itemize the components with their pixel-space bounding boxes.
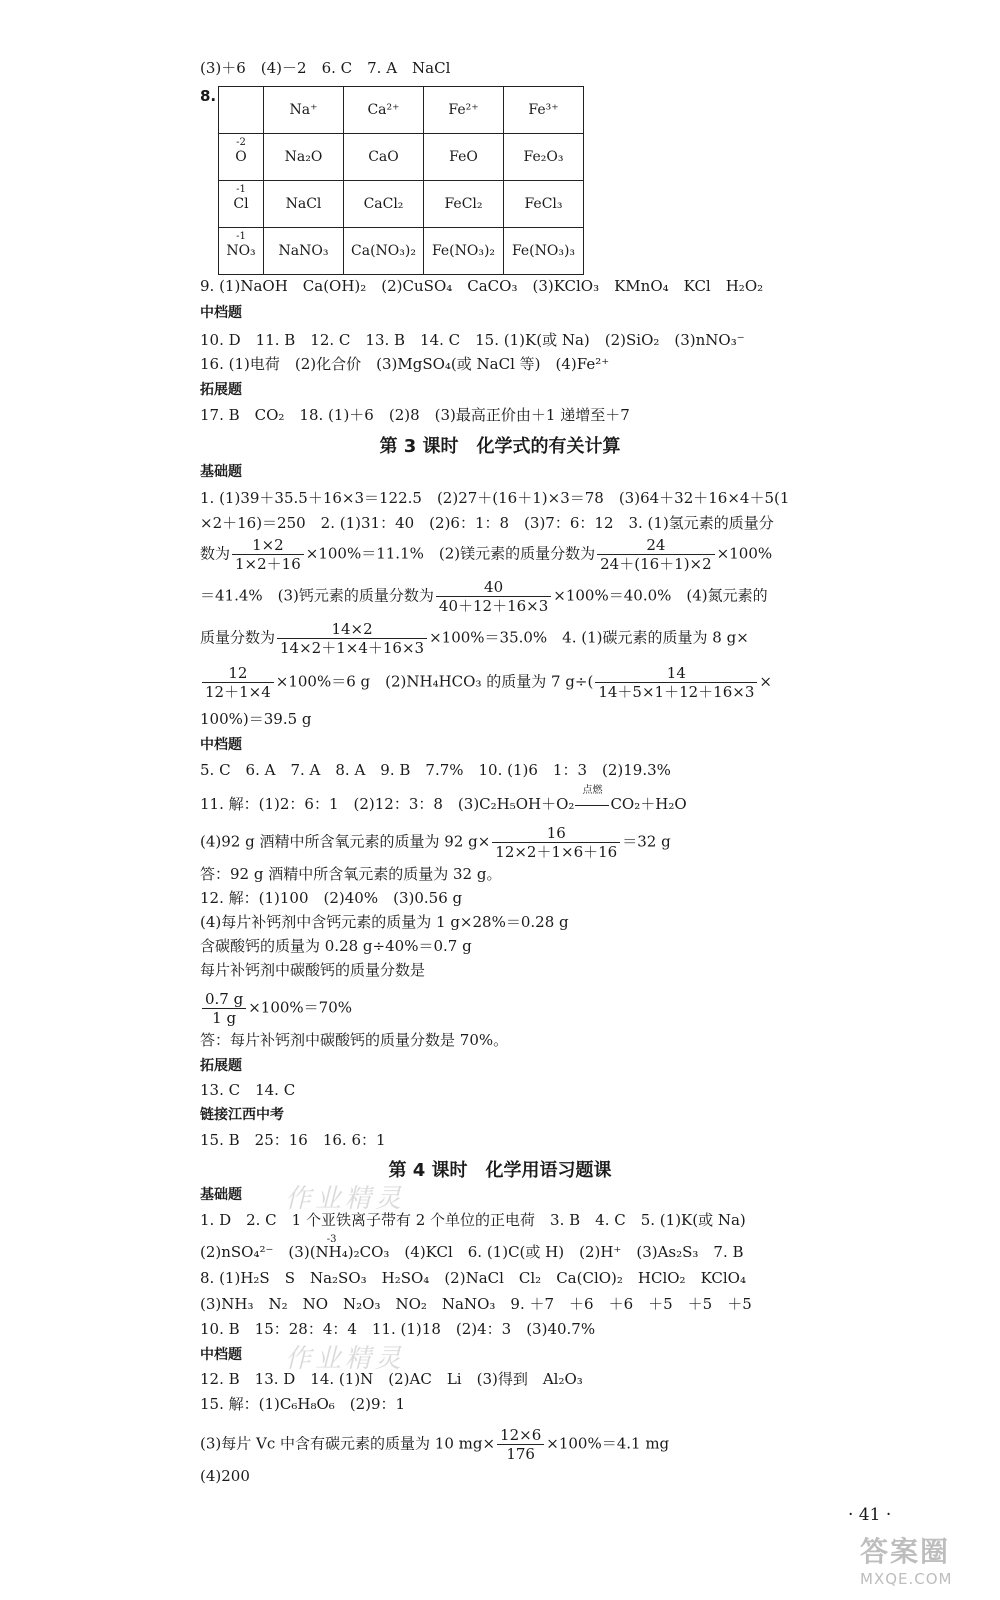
ion-symbol: Cl (233, 196, 249, 212)
reaction-arrow (574, 785, 610, 814)
text: ×100%＝35.0% 4. (1)碳元素的质量为 8 g× (429, 628, 749, 647)
table-row-ion (219, 228, 264, 275)
text: ×100% (716, 544, 773, 563)
page-number: · 41 · (848, 1505, 892, 1525)
table-row (219, 228, 584, 275)
fraction (436, 578, 551, 615)
table-cell: Na⁺ (264, 87, 344, 134)
question-12-answer: 答：每片补钙剂中碳酸钙的质量分数是 70%。 (200, 1031, 509, 1049)
table-cell: Ca²⁺ (344, 87, 424, 134)
table-cell: FeO (424, 134, 504, 181)
denominator: 1×2＋16 (235, 555, 301, 573)
numerator: 1×2 (232, 536, 304, 555)
text: 11. 解：(1)2：6：1 (2)12：3：8 (3)C₂H₅OH＋O₂ (200, 795, 575, 813)
table-header-row (219, 87, 584, 134)
denominator: 14×2＋1×4＋16×3 (280, 639, 425, 657)
text: (2)nSO₄²⁻ (3) (200, 1243, 310, 1261)
numerator: 40 (436, 578, 551, 597)
text: ＝32 g (622, 832, 671, 851)
numerator: 12 (202, 664, 274, 683)
table-cell: NaCl (264, 181, 344, 228)
answers-row-7: 15. 解：(1)C₆H₈O₆ (2)9：1 (200, 1395, 406, 1413)
numerator: 0.7 g (202, 990, 246, 1009)
lesson-4-title: 第 4 课时 化学用语习题课 (388, 1160, 612, 1181)
section-heading-basic: 基础题 (200, 464, 242, 480)
question-1-line-a: 1. (1)39＋35.5＋16×3＝122.5 (2)27＋(16＋1)×3＝78 (3)64＋32＋16×4＋5(1 (200, 489, 790, 507)
fraction (595, 664, 757, 701)
question-12-line-d: 每片补钙剂中碳酸钙的质量分数是 (200, 961, 426, 979)
table-row-ion (219, 181, 264, 228)
question-3-line-c (200, 620, 749, 657)
section-heading-link: 链接江西中考 (200, 1107, 284, 1123)
section-heading-mid: 中档题 (200, 737, 242, 753)
text: ＝41.4% (3)钙元素的质量分数为 (200, 586, 434, 605)
valence-mark: -1 (236, 184, 246, 195)
question-3-line-a (200, 536, 772, 573)
text: ×100%＝6 g (2)NH₄HCO₃ 的质量为 7 g÷( (275, 672, 594, 691)
answers-row-3: 8. (1)H₂S S Na₂SO₃ H₂SO₄ (2)NaCl Cl₂ Ca(ClO)₂ HClO₂ KClO₄ (200, 1269, 746, 1287)
table-row (219, 134, 584, 181)
numerator: 16 (492, 824, 620, 843)
fraction (492, 824, 620, 861)
text: 数为 (200, 544, 231, 563)
question-11-line-a (200, 785, 687, 814)
question-1-line-b: ×2＋16)＝250 2. (1)31：40 (2)6：1：8 (3)7：6：12 3. (1)氢元素的质量分 (200, 514, 774, 532)
fraction (277, 620, 427, 657)
question-3-line-b (200, 578, 768, 615)
questions-5-10: 5. C 6. A 7. A 8. A 9. B 7.7% 10. (1)6 1：3 (2)19.3% (200, 761, 671, 779)
answers-row-2 (200, 1234, 744, 1262)
section-heading-ext: 拓展题 (200, 382, 242, 398)
table-cell: Fe²⁺ (424, 87, 504, 134)
text: ×100%＝4.1 mg (546, 1434, 670, 1453)
fraction (597, 536, 715, 573)
text: ₂CO₃ (4)KCl 6. (1)C(或 H) (2)H⁺ (3)As₂S₃ 7. B (353, 1243, 744, 1261)
table-row (219, 181, 584, 228)
table-cell: FeCl₃ (504, 181, 584, 228)
ion-symbol: O (235, 149, 247, 165)
denominator: 24＋(16＋1)×2 (600, 555, 712, 573)
answers-row-6: 12. B 13. D 14. (1)N (2)AC Li (3)得到 Al₂O₃ (200, 1370, 583, 1388)
question-12-line-a: 12. 解：(1)100 (2)40% (3)0.56 g (200, 889, 463, 907)
fraction (232, 536, 304, 573)
site-logo (860, 1530, 985, 1590)
text: ×100%＝40.0% (4)氮元素的 (553, 586, 768, 605)
numerator: 14×2 (277, 620, 427, 639)
table-cell: CaO (344, 134, 424, 181)
arrow-line (575, 805, 609, 806)
denominator: 14＋5×1＋12＋16×3 (598, 683, 755, 701)
formula-part: (NH₄) (309, 1243, 354, 1261)
numerator: 14 (595, 664, 757, 683)
questions-17-18: 17. B CO₂ 18. (1)＋6 (2)8 (3)最高正价由＋1 递增至＋7 (200, 406, 630, 424)
question-12-line-e (200, 990, 352, 1027)
section-heading-mid: 中档题 (200, 1347, 242, 1363)
questions-10-15: 10. D 11. B 12. C 13. B 14. C 15. (1)K(或 Na) (2)SiO₂ (3)nNO₃⁻ (200, 331, 745, 349)
lesson-3-title: 第 3 课时 化学式的有关计算 (379, 436, 621, 457)
text: CO₂＋H₂O (610, 795, 687, 813)
section-heading-basic: 基础题 (200, 1187, 242, 1203)
fraction (497, 1426, 544, 1463)
section-heading-ext: 拓展题 (200, 1058, 242, 1074)
numerator: 24 (597, 536, 715, 555)
questions-13-14: 13. C 14. C (200, 1081, 296, 1099)
answers-row-9: (4)200 (200, 1467, 250, 1485)
line-1: (3)＋6 (4)－2 6. C 7. A NaCl (200, 59, 451, 77)
logo-subtext: MXQE.COM (860, 1570, 953, 1588)
valence-mark: -3 (326, 1234, 337, 1245)
text: × (759, 672, 772, 691)
valence-mark: -1 (236, 231, 246, 242)
answers-row-4: (3)NH₃ N₂ NO N₂O₃ NO₂ NaNO₃ 9. ＋7 ＋6 ＋6 ＋5 ＋5 ＋5 (200, 1295, 752, 1313)
table-cell: NaNO₃ (264, 228, 344, 275)
text: ×100%＝11.1% (2)镁元素的质量分数为 (305, 544, 596, 563)
table-row-ion (219, 134, 264, 181)
answers-row-1: 1. D 2. C 1 个亚铁离子带有 2 个单位的正电荷 3. B 4. C 5. (1)K(或 Na) (200, 1211, 746, 1229)
table-cell: Fe(NO₃)₂ (424, 228, 504, 275)
text: ×100%＝70% (248, 998, 353, 1017)
reaction-condition: 点燃 (582, 785, 603, 796)
table-cell: CaCl₂ (344, 181, 424, 228)
answers-row-5: 10. B 15：28：4：4 11. (1)18 (2)4：3 (3)40.7% (200, 1320, 596, 1338)
question-16: 16. (1)电荷 (2)化合价 (3)MgSO₄(或 NaCl 等) (4)Fe²⁺ (200, 355, 610, 373)
fraction (202, 664, 274, 701)
question-12-line-c: 含碳酸钙的质量为 0.28 g÷40%＝0.7 g (200, 937, 472, 955)
fraction (202, 990, 246, 1027)
text: (3)每片 Vc 中含有碳元素的质量为 10 mg× (200, 1434, 496, 1453)
question-4-line-a (200, 664, 772, 701)
table-cell: Fe³⁺ (504, 87, 584, 134)
section-heading-mid: 中档题 (200, 305, 242, 321)
question-4-line-b: 100%)＝39.5 g (200, 710, 312, 728)
question-11-answer: 答：92 g 酒精中所含氧元素的质量为 32 g。 (200, 865, 502, 883)
watermark: 作业精灵 (285, 1184, 406, 1214)
ion-symbol: NO₃ (226, 243, 256, 259)
text: 质量分数为 (200, 628, 276, 647)
table-cell: Fe₂O₃ (504, 134, 584, 181)
denominator: 1 g (212, 1009, 237, 1027)
table-cell: Fe(NO₃)₃ (504, 228, 584, 275)
denominator: 12＋1×4 (205, 683, 271, 701)
denominator: 12×2＋1×6＋16 (495, 843, 618, 861)
denominator: 40＋12＋16×3 (438, 597, 549, 615)
answers-row-8 (200, 1426, 669, 1463)
questions-15-16: 15. B 25：16 16. 6：1 (200, 1131, 386, 1149)
question-11-line-b (200, 824, 671, 861)
question-8-label: 8. (200, 87, 217, 105)
table-cell (219, 87, 264, 134)
watermark: 作业精灵 (285, 1344, 406, 1374)
valence-group (309, 1234, 354, 1262)
denominator: 176 (506, 1445, 535, 1463)
text: (4)92 g 酒精中所含氧元素的质量为 92 g× (200, 832, 491, 851)
question-12-line-b: (4)每片补钙剂中含钙元素的质量为 1 g×28%＝0.28 g (200, 913, 569, 931)
ion-compound-table (218, 86, 584, 275)
numerator: 12×6 (497, 1426, 544, 1445)
valence-mark: -2 (236, 137, 246, 148)
table-cell: Ca(NO₃)₂ (344, 228, 424, 275)
logo-text: 答案圈 (860, 1535, 951, 1568)
table-cell: FeCl₂ (424, 181, 504, 228)
table-cell: Na₂O (264, 134, 344, 181)
question-9: 9. (1)NaOH Ca(OH)₂ (2)CuSO₄ CaCO₃ (3)KClO₃ KMnO₄ KCl H₂O₂ (200, 277, 764, 295)
